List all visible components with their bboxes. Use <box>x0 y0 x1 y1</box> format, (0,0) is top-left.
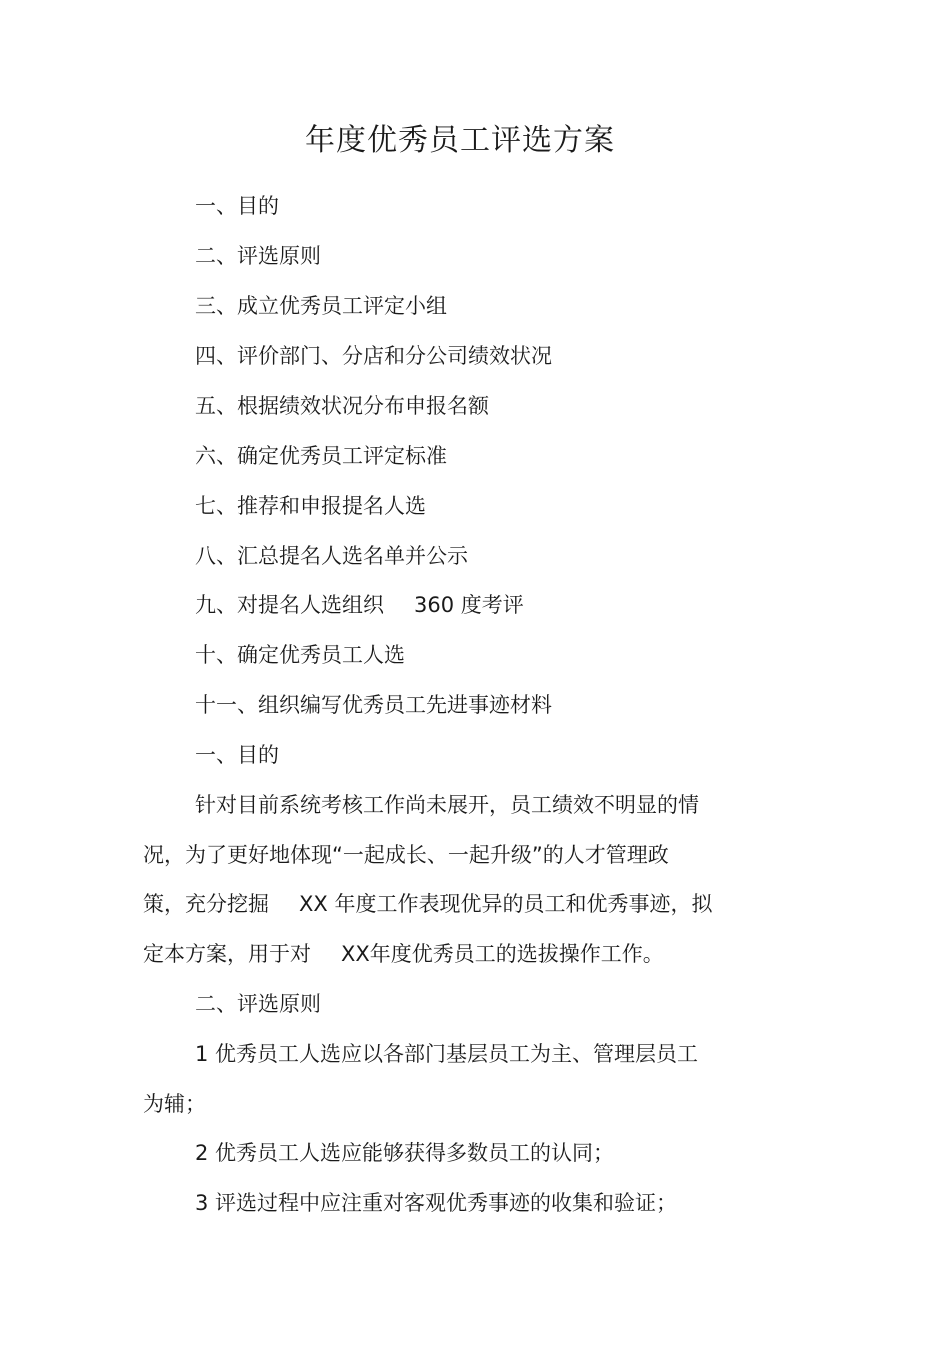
toc-item: 二、评选原则 <box>195 244 321 268</box>
paragraph-text: 策，充分挖掘 <box>143 892 269 916</box>
paragraph-text: XX年度优秀员工的选拔操作工作。 <box>341 942 664 966</box>
toc-item: 四、评价部门、分店和分公司绩效状况 <box>195 344 552 368</box>
list-item: 3 评选过程中应注重对客观优秀事迹的收集和验证； <box>195 1191 678 1215</box>
toc-item <box>195 588 524 622</box>
section-heading: 一、目的 <box>195 743 279 767</box>
toc-item-text-tail: 360 度考评 <box>414 593 524 617</box>
list-item: 2 优秀员工人选应能够获得多数员工的认同； <box>195 1141 615 1165</box>
paragraph-line: 针对目前系统考核工作尚未展开，员工绩效不明显的情 <box>195 793 699 817</box>
document-title: 年度优秀员工评选方案 <box>305 123 615 158</box>
toc-item: 七、推荐和申报提名人选 <box>195 494 426 518</box>
section-heading: 二、评选原则 <box>195 992 321 1016</box>
toc-item: 一、目的 <box>195 194 279 218</box>
paragraph-text: XX 年度工作表现优异的员工和优秀事迹，拟 <box>299 892 713 916</box>
paragraph-line: 况，为了更好地体现“一起成长、一起升级”的人才管理政 <box>143 843 669 867</box>
list-item: 1 优秀员工人选应以各部门基层员工为主、管理层员工 <box>195 1042 699 1066</box>
paragraph-line <box>143 887 712 921</box>
toc-item: 十、确定优秀员工人选 <box>195 643 405 667</box>
paragraph-line <box>143 937 664 971</box>
toc-item-text: 九、对提名人选组织 <box>195 593 384 617</box>
toc-item: 六、确定优秀员工评定标准 <box>195 444 447 468</box>
paragraph-text: 定本方案，用于对 <box>143 942 311 966</box>
toc-item: 五、根据绩效状况分布申报名额 <box>195 394 489 418</box>
toc-item: 十一、组织编写优秀员工先进事迹材料 <box>195 693 552 717</box>
list-item-continuation: 为辅； <box>143 1092 206 1116</box>
toc-item: 三、成立优秀员工评定小组 <box>195 294 447 318</box>
toc-item: 八、汇总提名人选名单并公示 <box>195 544 468 568</box>
